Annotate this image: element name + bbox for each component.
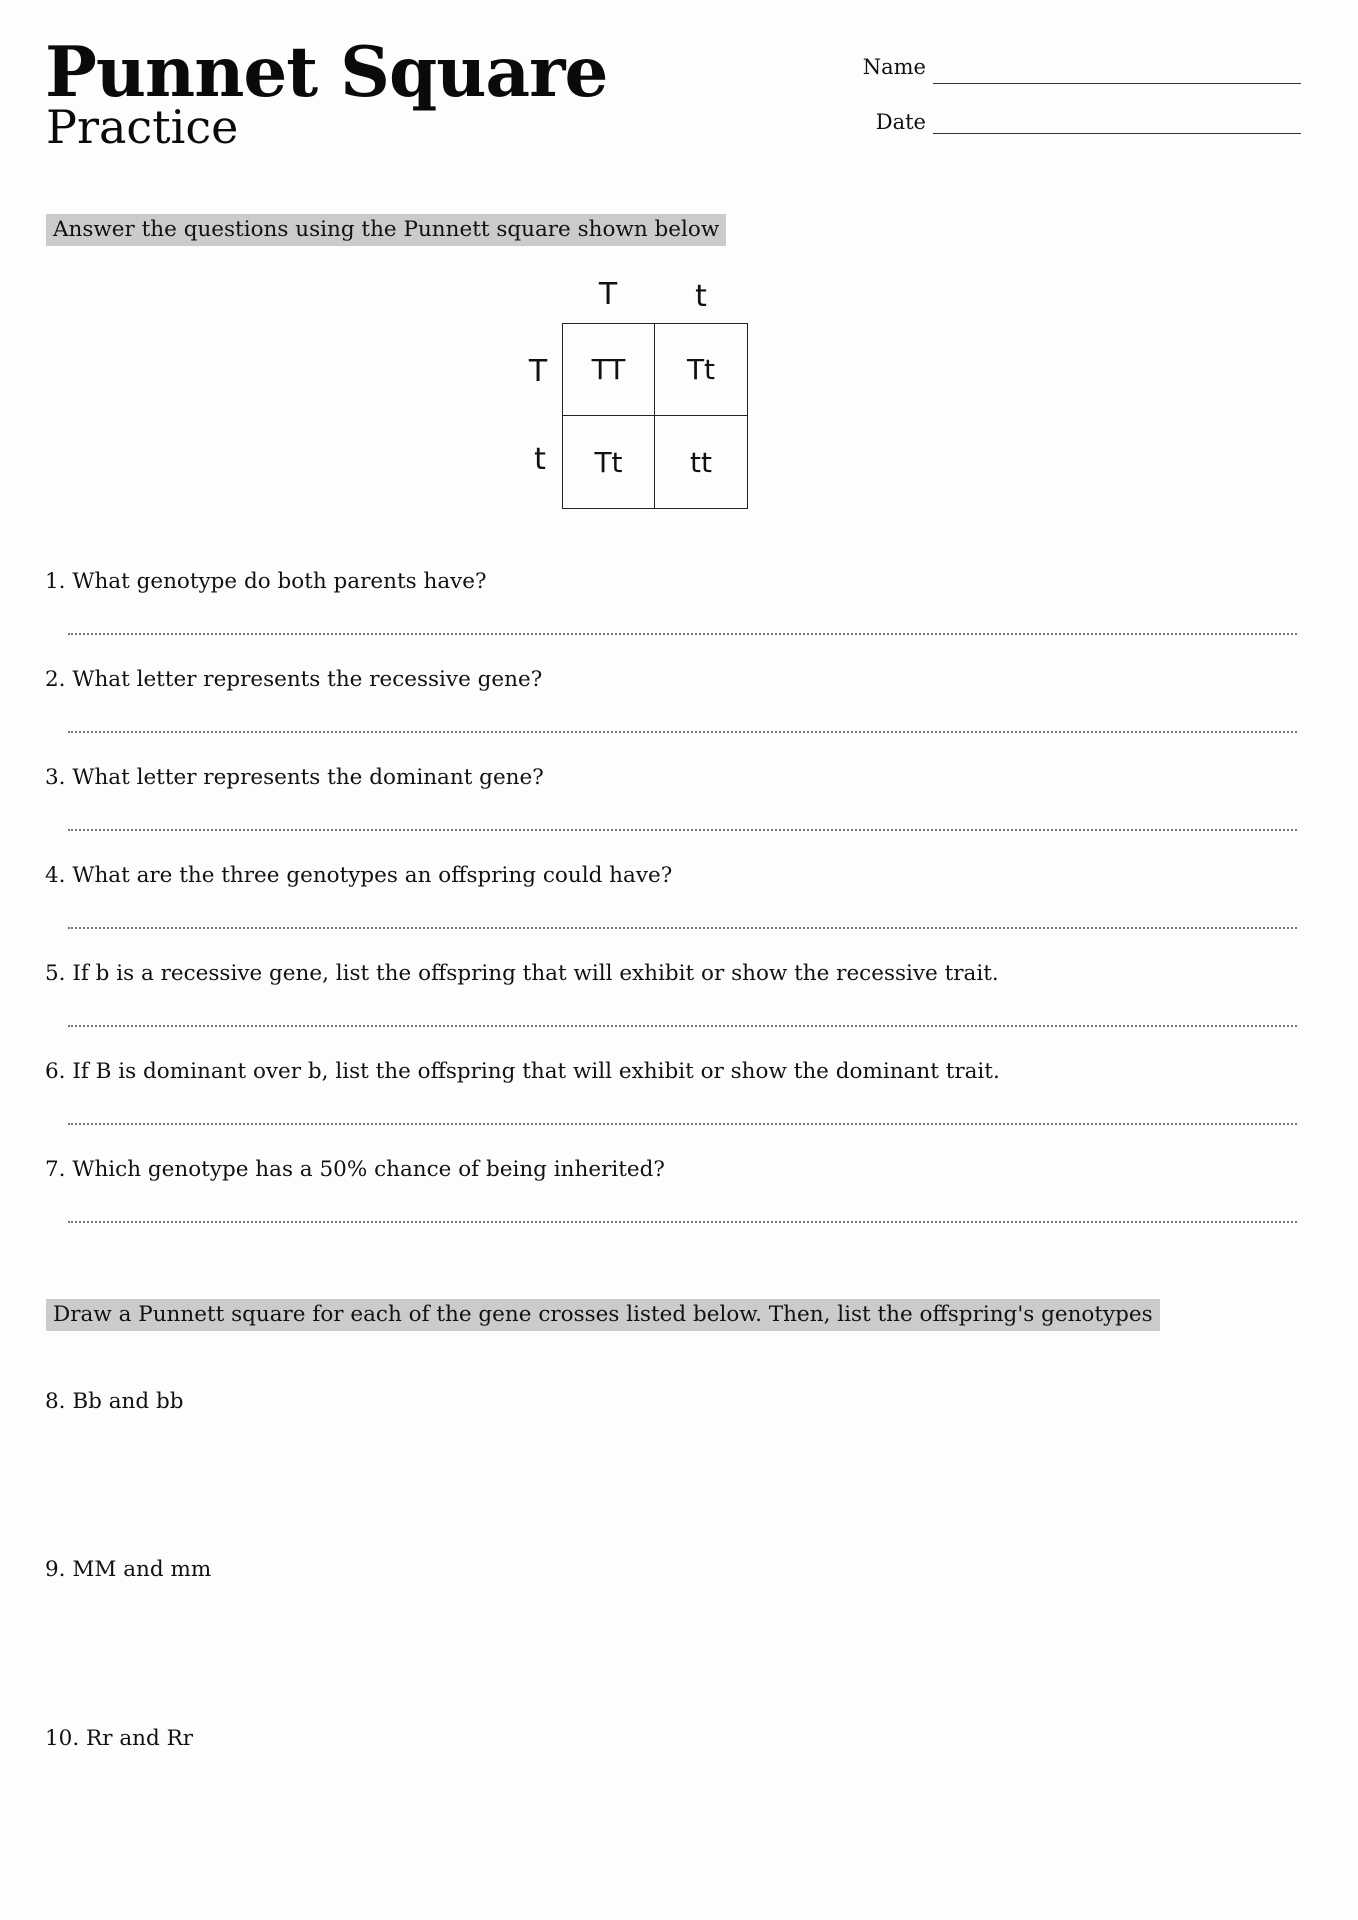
page-subtitle: Practice: [46, 100, 239, 154]
punnett-col-header: t: [695, 279, 707, 314]
cross-8: 8. Bb and bb: [45, 1389, 184, 1414]
date-label: Date: [875, 110, 926, 134]
answer-line-1[interactable]: [68, 633, 1297, 635]
question-7: 7. Which genotype has a 50% chance of being inherited?: [45, 1157, 665, 1182]
cross-10: 10. Rr and Rr: [45, 1726, 194, 1751]
punnett-cell: Tt: [563, 416, 655, 508]
question-1: 1. What genotype do both parents have?: [45, 569, 487, 594]
answer-line-7[interactable]: [68, 1221, 1297, 1223]
answer-line-2[interactable]: [68, 731, 1297, 733]
question-2: 2. What letter represents the recessive gene?: [45, 667, 543, 692]
punnett-cell: TT: [563, 324, 655, 416]
section1-instruction: Answer the questions using the Punnett square shown below: [46, 214, 726, 246]
punnett-row-header: t: [534, 442, 546, 477]
answer-line-5[interactable]: [68, 1025, 1297, 1027]
punnett-cell: Tt: [655, 324, 747, 416]
punnett-cell: tt: [690, 445, 712, 479]
question-5: 5. If b is a recessive gene, list the offspring that will exhibit or show the recessive trait.: [45, 961, 999, 986]
question-3: 3. What letter represents the dominant gene?: [45, 765, 544, 790]
punnett-col-header: T: [598, 277, 618, 312]
section2-instruction: Draw a Punnett square for each of the gene crosses listed below. Then, list the offspring's genotypes: [46, 1299, 1160, 1331]
answer-line-6[interactable]: [68, 1123, 1297, 1125]
punnett-row-header: T: [528, 354, 548, 389]
page-title: Punnet Square: [45, 32, 608, 113]
punnett-grid: [562, 323, 748, 509]
question-6: 6. If B is dominant over b, list the offspring that will exhibit or show the dominant trait.: [45, 1059, 1000, 1084]
answer-line-4[interactable]: [68, 927, 1297, 929]
question-4: 4. What are the three genotypes an offspring could have?: [45, 863, 673, 888]
answer-line-3[interactable]: [68, 829, 1297, 831]
name-label: Name: [862, 55, 926, 79]
date-field[interactable]: [933, 133, 1301, 134]
cross-9: 9. MM and mm: [45, 1557, 212, 1582]
name-field[interactable]: [933, 83, 1301, 84]
